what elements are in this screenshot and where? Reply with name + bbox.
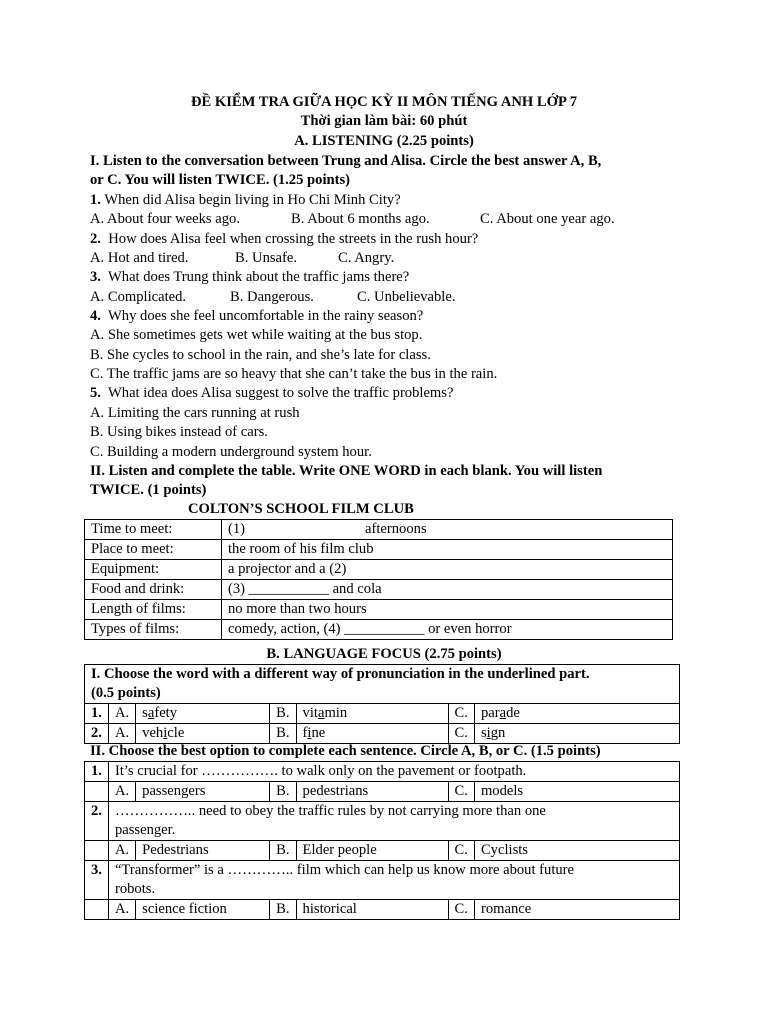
table-row: Types of films: comedy, action, (4) ___________ or even horror bbox=[85, 620, 673, 640]
table-row: A. science fiction B. historical C. romance bbox=[85, 900, 680, 920]
question-5-option-a: A. Limiting the cars running at rush bbox=[90, 405, 300, 421]
table-row: Length of films: no more than two hours bbox=[85, 600, 673, 620]
question-4-option-b: B. She cycles to school in the rain, and she’s late for class. bbox=[90, 347, 431, 363]
table-row: 1. It’s crucial for ……………. to walk only on the pavement or footpath. bbox=[85, 762, 680, 782]
table-row: 1. A. safety B. vitamin C. parade bbox=[85, 704, 680, 724]
film-club-table bbox=[84, 519, 673, 640]
part2-instruction-line2: TWICE. (1 points) bbox=[90, 482, 207, 498]
table-row: Equipment: a projector and a (2) bbox=[85, 560, 673, 580]
pronunciation-table bbox=[84, 664, 680, 744]
exam-title: ĐỀ KIỂM TRA GIỮA HỌC KỲ II MÔN TIẾNG ANH LỚP 7 bbox=[190, 94, 578, 110]
question-5-option-c: C. Building a modern underground system hour. bbox=[90, 444, 372, 460]
exam-duration: Thời gian làm bài: 60 phút bbox=[300, 113, 468, 129]
table-row: A. Pedestrians B. Elder people C. Cyclists bbox=[85, 841, 680, 861]
question-5-option-b: B. Using bikes instead of cars. bbox=[90, 424, 268, 440]
table-row: Time to meet: (1) afternoons bbox=[85, 520, 673, 540]
part1-instruction-line1: I. Listen to the conversation between Trung and Alisa. Circle the best answer A, B, bbox=[90, 153, 602, 169]
part1-instruction-line2: or C. You will listen TWICE. (1.25 points) bbox=[90, 172, 351, 188]
question-4-option-c: C. The traffic jams are so heavy that she can’t take the bus in the rain. bbox=[90, 366, 498, 382]
question-3-options: A. Complicated. B. Dangerous. C. Unbelievable. bbox=[90, 289, 456, 305]
table-row: 2. …………….. need to obey the traffic rules by not carrying more than one passenger. bbox=[85, 802, 680, 841]
table-row: 2. A. vehicle B. fine C. sign bbox=[85, 724, 680, 744]
question-4: 4. Why does she feel uncomfortable in the rainy season? bbox=[90, 308, 424, 324]
table-row: Food and drink: (3) ___________ and cola bbox=[85, 580, 673, 600]
question-5: 5. What idea does Alisa suggest to solve the traffic problems? bbox=[90, 385, 454, 401]
question-1-options: A. About four weeks ago. B. About 6 months ago. C. About one year ago. bbox=[90, 211, 615, 227]
question-1: 1. When did Alisa begin living in Ho Chi Minh City? bbox=[90, 192, 401, 208]
table-row: A. passengers B. pedestrians C. models bbox=[85, 782, 680, 802]
language-part2-instruction: II. Choose the best option to complete each sentence. Circle A, B, or C. (1.5 points) bbox=[90, 743, 601, 759]
question-4-option-a: A. She sometimes gets wet while waiting at the bus stop. bbox=[90, 327, 423, 343]
options-table bbox=[84, 761, 680, 920]
question-3: 3. What does Trung think about the traffic jams there? bbox=[90, 269, 410, 285]
table-row: 3. “Transformer” is a ………….. film which can help us know more about future robots. bbox=[85, 861, 680, 900]
pronunciation-instruction-row: I. Choose the word with a different way of pronunciation in the underlined part. (0.5 points) bbox=[85, 665, 680, 704]
section-a-heading: A. LISTENING (2.25 points) bbox=[294, 133, 474, 149]
table-row: Place to meet: the room of his film club bbox=[85, 540, 673, 560]
section-b-heading: B. LANGUAGE FOCUS (2.75 points) bbox=[266, 646, 502, 662]
question-2-options: A. Hot and tired. B. Unsafe. C. Angry. bbox=[90, 250, 395, 266]
film-club-table-title: COLTON’S SCHOOL FILM CLUB bbox=[188, 501, 414, 517]
question-2: 2. How does Alisa feel when crossing the streets in the rush hour? bbox=[90, 231, 479, 247]
part2-instruction-line1: II. Listen and complete the table. Write ONE WORD in each blank. You will listen bbox=[90, 463, 603, 479]
